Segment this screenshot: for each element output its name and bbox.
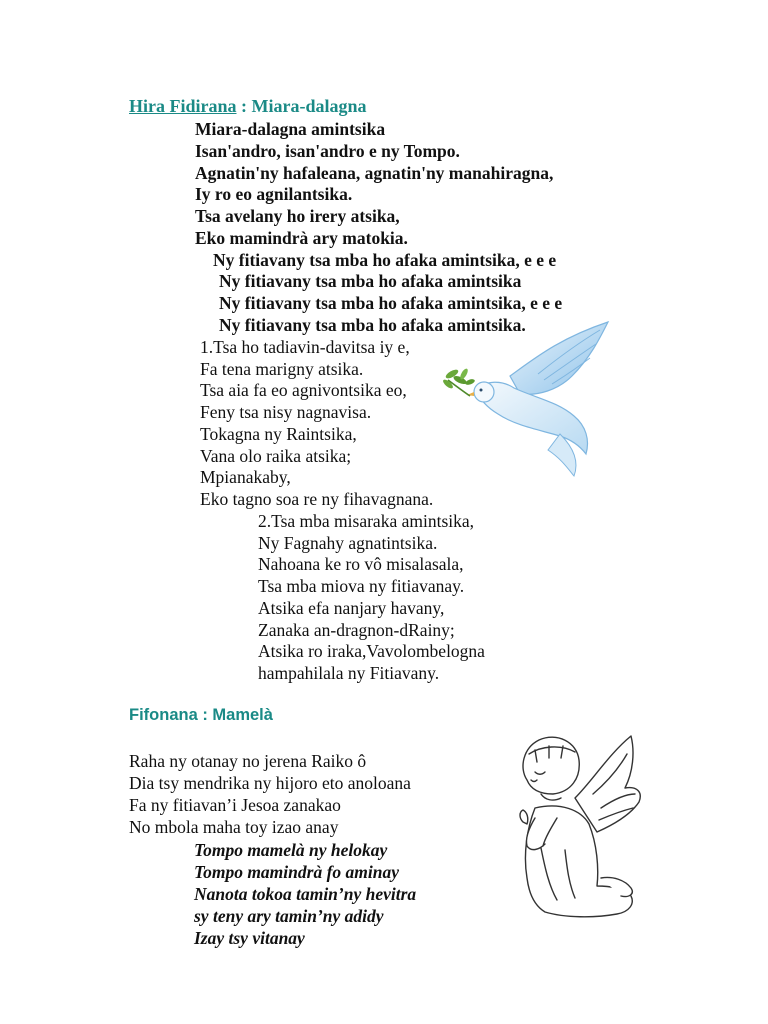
song1-verse2-line: hampahilala ny Fitiavany. <box>258 663 440 683</box>
song1-refrain-line: Ny fitiavany tsa mba ho afaka amintsika, e e e <box>213 250 557 270</box>
song1-title-sep: : <box>236 96 252 116</box>
praying-angel-icon <box>505 728 645 920</box>
song1-verse1-line: Eko tagno soa re ny fihavagnana. <box>200 489 434 509</box>
song1-verse2-line: Atsika ro iraka,Vavolombelogna <box>258 641 485 661</box>
song1-intro-line: Tsa avelany ho irery atsika, <box>195 206 400 226</box>
song2-refrain-line: Tompo mamindrà fo aminay <box>194 862 400 882</box>
song1-verse2-line: Nahoana ke ro vô misalasala, <box>258 554 464 574</box>
song1-verse2-line: Zanaka an-dragnon-dRainy; <box>258 620 455 640</box>
song1-verse1-line: Feny tsa nisy nagnavisa. <box>200 402 372 422</box>
dove-icon <box>440 318 615 478</box>
song1-verse1-line: Tsa aia fa eo agnivontsika eo, <box>200 380 407 400</box>
song2-refrain-line: Izay tsy vitanay <box>194 928 305 948</box>
song1-verse1-line: 1.Tsa ho tadiavin-davitsa iy e, <box>200 337 410 357</box>
song1-verse1-line: Fa tena marigny atsika. <box>200 359 364 379</box>
song2-refrain-line: Nanota tokoa tamin’ny hevitra <box>194 884 417 904</box>
song1-verse1-line: Tokagna ny Raintsika, <box>200 424 357 444</box>
song1-title-label: Hira Fidirana <box>129 96 237 116</box>
song1-heading <box>129 96 367 117</box>
song1-verse1-line: Mpianakaby, <box>200 467 291 487</box>
song2-heading: Fifonana : Mamelà <box>129 706 273 724</box>
song1-verse2-line: Tsa mba miova ny fitiavanay. <box>258 576 465 596</box>
song1-intro-line: Miara-dalagna amintsika <box>195 119 386 139</box>
song2-refrain-line: sy teny ary tamin’ny adidy <box>194 906 384 926</box>
song2-verse-line: Dia tsy mendrika ny hijoro eto anoloana <box>129 773 411 793</box>
song1-refrain-line: Ny fitiavany tsa mba ho afaka amintsika, e e e <box>219 293 563 313</box>
song1-verse1-line: Vana olo raika atsika; <box>200 446 352 466</box>
song1-verse2-line: 2.Tsa mba misaraka amintsika, <box>258 511 475 531</box>
song1-refrain-line: Ny fitiavany tsa mba ho afaka amintsika. <box>219 315 526 335</box>
song1-refrain-line: Ny fitiavany tsa mba ho afaka amintsika <box>219 271 522 291</box>
song2-verse-line: No mbola maha toy izao anay <box>129 817 339 837</box>
song1-intro-line: Iy ro eo agnilantsika. <box>195 184 353 204</box>
song1-intro-line: Agnatin'ny hafaleana, agnatin'ny manahiragna, <box>195 163 554 183</box>
song1-verse2-line: Atsika efa nanjary havany, <box>258 598 445 618</box>
song1-intro-line: Eko mamindrà ary matokia. <box>195 228 408 248</box>
song2-refrain-line: Tompo mamelà ny helokay <box>194 840 388 860</box>
song1-intro-line: Isan'andro, isan'andro e ny Tompo. <box>195 141 460 161</box>
song1-verse2-line: Ny Fagnahy agnatintsika. <box>258 533 438 553</box>
song2-verse-line: Raha ny otanay no jerena Raiko ô <box>129 751 367 771</box>
song1-title-name: Miara-dalagna <box>251 96 367 116</box>
song2-verse-line: Fa ny fitiavan’i Jesoa zanakao <box>129 795 341 815</box>
